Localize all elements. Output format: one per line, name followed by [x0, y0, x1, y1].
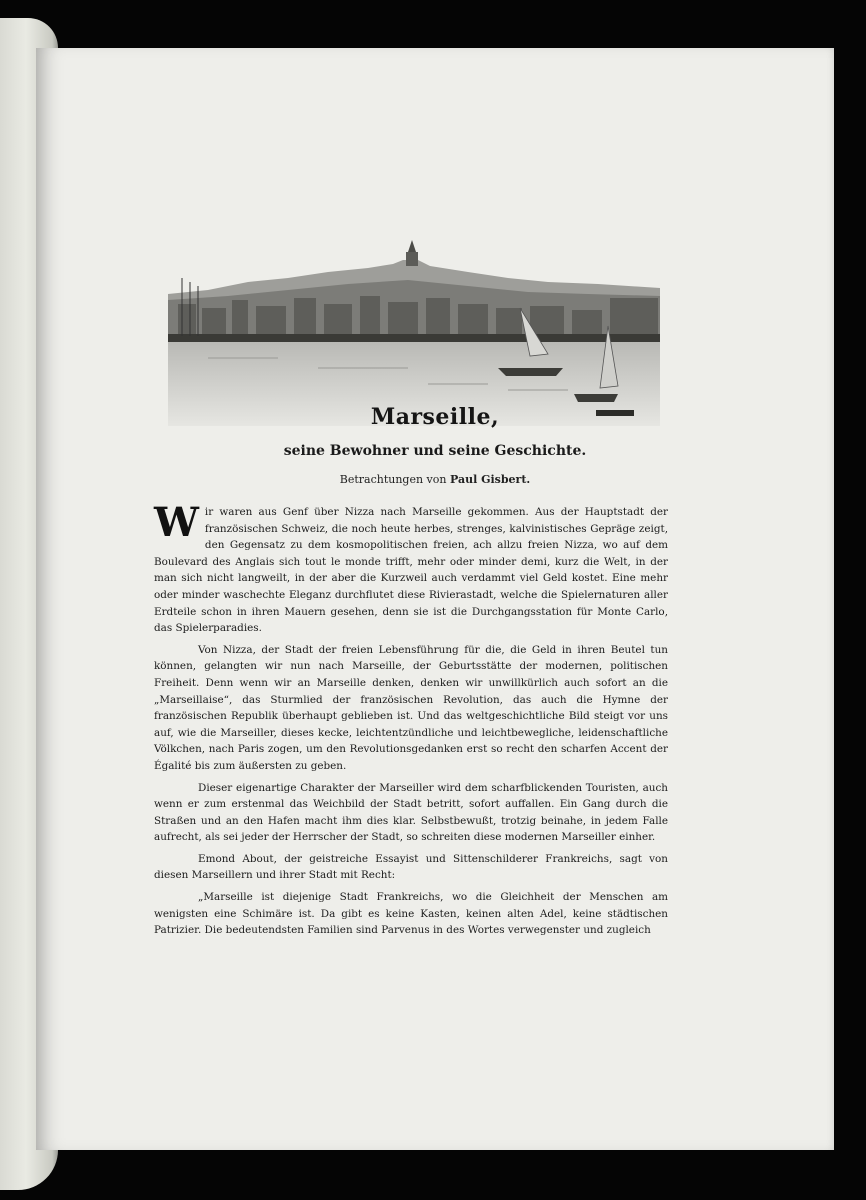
article-body: [154, 499, 668, 944]
paragraph: Dieser eigenartige Charakter der Marseiller wird dem scharfblickenden Touristen, auch wenn er zum erstenmal das Weichbild der Stadt betritt, sofort auffallen. Ein Gang durch die Straßen und an den Hafen macht ihm dies klar. Selbstbewußt, trotzig beinahe, in jedem Falle aufrecht, als sei jeder der Herrscher der Stadt, so schreiten diese modernen Marseiller einher.: [154, 781, 668, 844]
byline-author: Paul Gisbert.: [449, 473, 531, 486]
drop-cap: W: [154, 499, 199, 546]
byline: [36, 473, 834, 486]
paragraph: Von Nizza, der Stadt der freien Lebensführung für die, die Geld in ihren Beutel tun können, gelangten wir nun nach Marseille, der Geburtsstätte der modernen, politischen Freiheit. Denn wenn wir an Marseille denken, denken wir unwillkürlich auch sofort an die „Marseillaise“, das Sturmlied der französischen Revolution, das auch die Hymne der französischen Republik überhaupt geblieben ist. Und das weltgeschichtliche Bild steigt vor uns auf, wie die Marseiller, dieses kecke, leichtentzündliche und leichtbewegliche, leidenschaftliche Völkchen, nach Paris zogen, um den Revolutionsgedanken erst so recht den scharfen Accent der Égalité bis zum äußersten zu geben.: [154, 643, 668, 772]
paragraph-text: ir waren aus Genf über Nizza nach Marseille gekommen. Aus der Hauptstadt der französischen Schweiz, die noch heute herbes, strenges, kalvinistisches Gepräge zeigt, den Gegensatz zu dem kosmopolitischen freien, ach allzu freien Nizza, wo auf dem Boulevard des Anglais sich tout le monde trifft, mehr oder minder demi, kurz die Welt, in der man sich nicht langweilt, in der aber die Kurzweil auch verdammt viel Geld kostet. Eine mehr oder minder waschechte Eleganz durchflutet diese Rivierastadt, welche die Spielernaturen aller Erdteile schon in ihren Mauern gesehen, denn sie ist die Durchgangsstation für Monte Carlo, das Spielerparadies.: [154, 506, 668, 635]
article-subtitle: seine Bewohner und seine Geschichte.: [283, 443, 587, 459]
paragraph: [154, 499, 668, 637]
book-page: [36, 48, 834, 1150]
article-title: Marseille,: [370, 404, 500, 430]
paragraph: Emond About, der geistreiche Essayist und Sittenschilderer Frankreichs, sagt von diesen Marseillern und ihrer Stadt mit Recht:: [154, 852, 668, 882]
harbor-illustration: [168, 238, 660, 426]
byline-prefix: Betrachtungen von: [339, 473, 447, 486]
quote-paragraph: „Marseille ist diejenige Stadt Frankreichs, wo die Gleichheit der Menschen am wenigsten eine Schimäre ist. Da gibt es keine Kasten, keinen alten Adel, keine städtischen Patrizier. Die bedeutendsten Familien sind Parvenus in des Wortes verwegenster und zugleich: [154, 891, 668, 937]
